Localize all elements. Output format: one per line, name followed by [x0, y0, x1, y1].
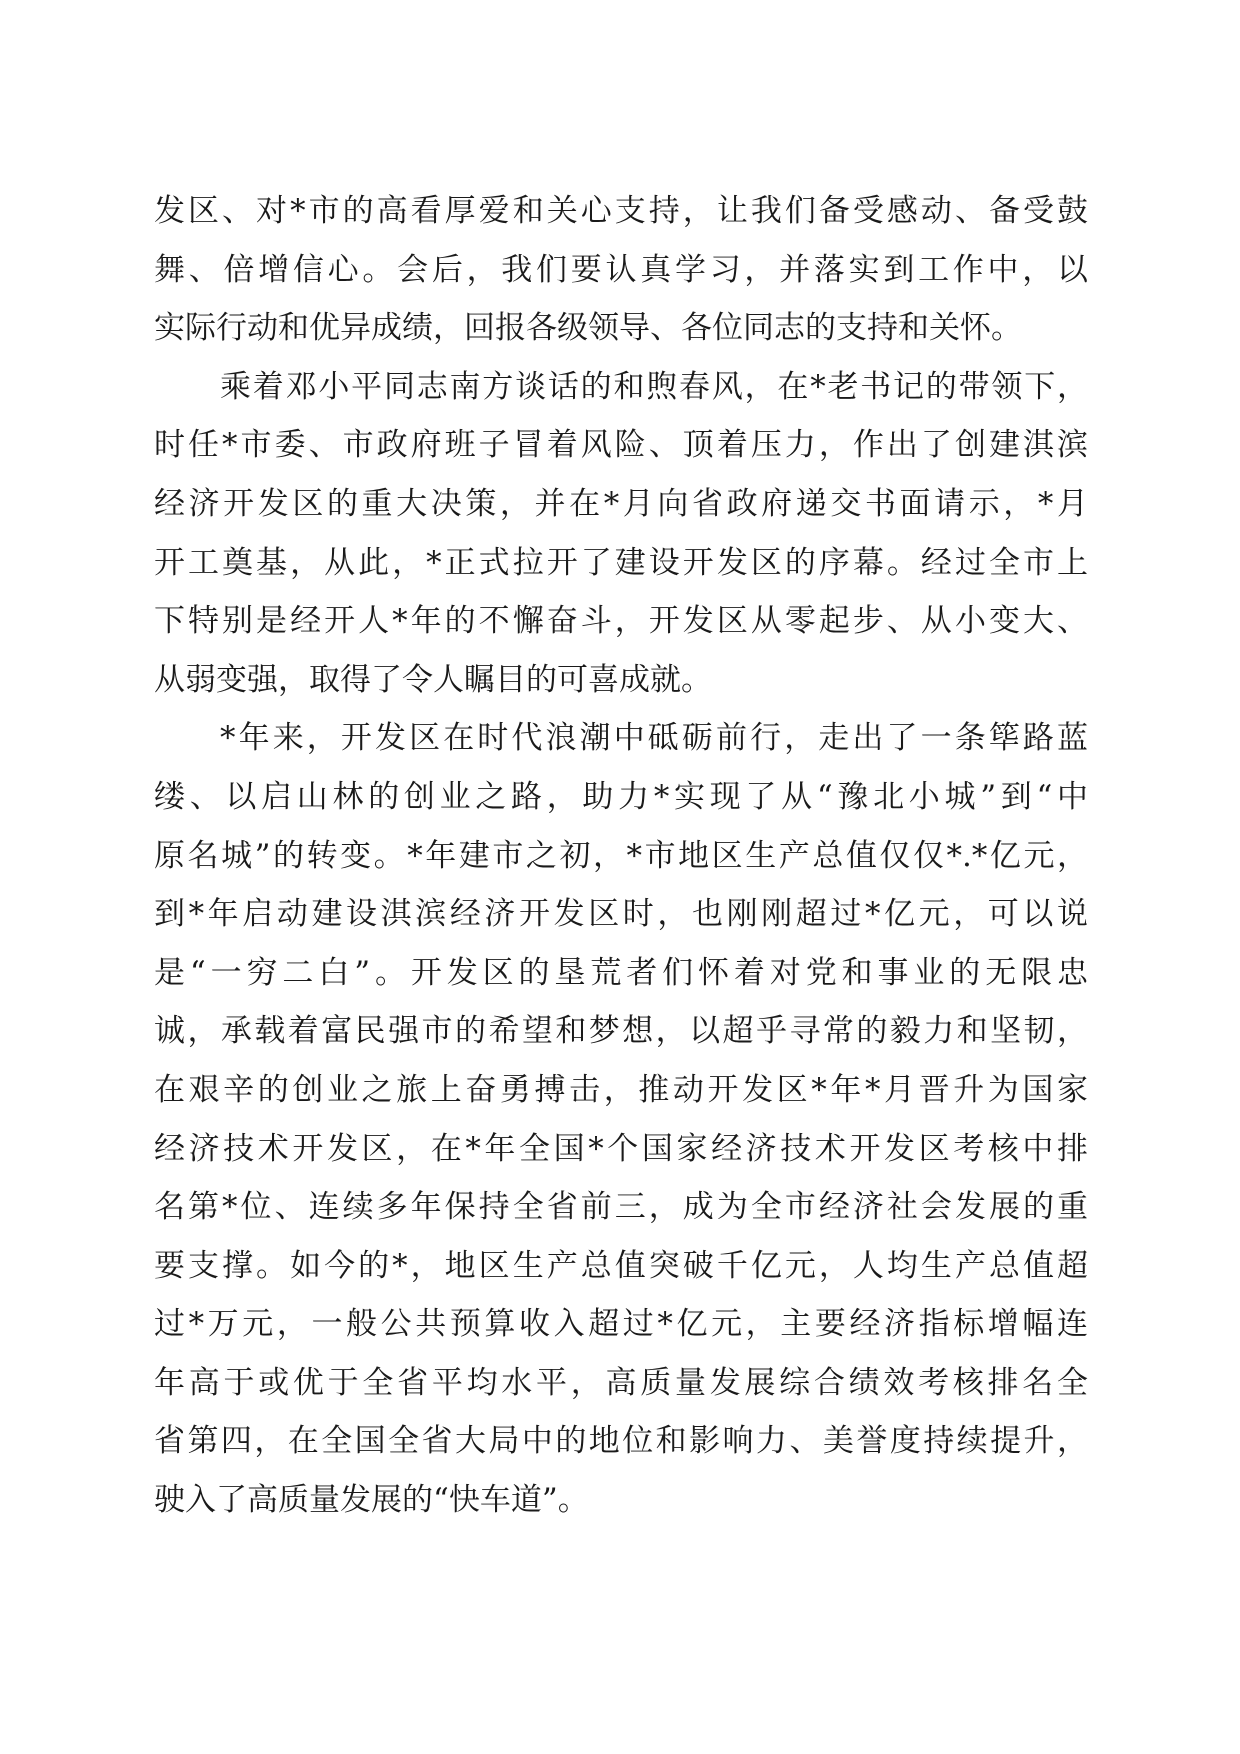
text-line: 实际行动和优异成绩，回报各级领导、各位同志的支持和关怀。	[154, 310, 1022, 347]
text-line: 开工奠基，从此，*正式拉开了建设开发区的序幕。经过全市上	[154, 544, 1088, 581]
text-line: 发区、对*市的高看厚爱和关心支持，让我们备受感动、备受鼓	[154, 193, 1088, 229]
body-text	[154, 182, 1088, 1530]
text-line: 是“一穷二白”。开发区的垦荒者们怀着对党和事业的无限忠	[154, 954, 1088, 991]
text-line: 到*年启动建设淇滨经济开发区时，也刚刚超过*亿元，可以说	[154, 896, 1088, 933]
text-line: 乘着邓小平同志南方谈话的和煦春风，在*老书记的带领下，	[220, 368, 1088, 405]
text-line: 下特别是经开人*年的不懈奋斗，开发区从零起步、从小变大、	[154, 603, 1088, 640]
text-line: 省第四，在全国全省大局中的地位和影响力、美誉度持续提升，	[154, 1423, 1088, 1460]
text-line: 舞、倍增信心。会后，我们要认真学习，并落实到工作中，以	[154, 251, 1088, 288]
text-line: 要支撑。如今的*，地区生产总值突破千亿元，人均生产总值超	[154, 1247, 1088, 1284]
text-line: 缕、以启山林的创业之路，助力*实现了从“豫北小城”到“中	[154, 778, 1088, 815]
text-line: 诚，承载着富民强市的希望和梦想，以超乎寻常的毅力和坚韧，	[154, 1013, 1088, 1050]
text-line: 驶入了高质量发展的“快车道”。	[154, 1482, 589, 1519]
text-line: 过*万元，一般公共预算收入超过*亿元，主要经济指标增幅连	[154, 1306, 1088, 1343]
text-line: 经济技术开发区，在*年全国*个国家经济技术开发区考核中排	[154, 1130, 1088, 1167]
text-line: 在艰辛的创业之旅上奋勇搏击，推动开发区*年*月晋升为国家	[154, 1071, 1088, 1108]
text-line: 原名城”的转变。*年建市之初，*市地区生产总值仅仅*.*亿元，	[154, 837, 1088, 874]
text-line: 年高于或优于全省平均水平，高质量发展综合绩效考核排名全	[154, 1364, 1088, 1401]
text-line: *年来，开发区在时代浪潮中砥砺前行，走出了一条筚路蓝	[220, 720, 1088, 757]
text-line: 名第*位、连续多年保持全省前三，成为全市经济社会发展的重	[154, 1189, 1088, 1226]
text-line: 从弱变强，取得了令人瞩目的可喜成就。	[154, 661, 712, 698]
text-line: 经济开发区的重大决策，并在*月向省政府递交书面请示，*月	[154, 485, 1088, 522]
text-line: 时任*市委、市政府班子冒着风险、顶着压力，作出了创建淇滨	[154, 427, 1088, 464]
